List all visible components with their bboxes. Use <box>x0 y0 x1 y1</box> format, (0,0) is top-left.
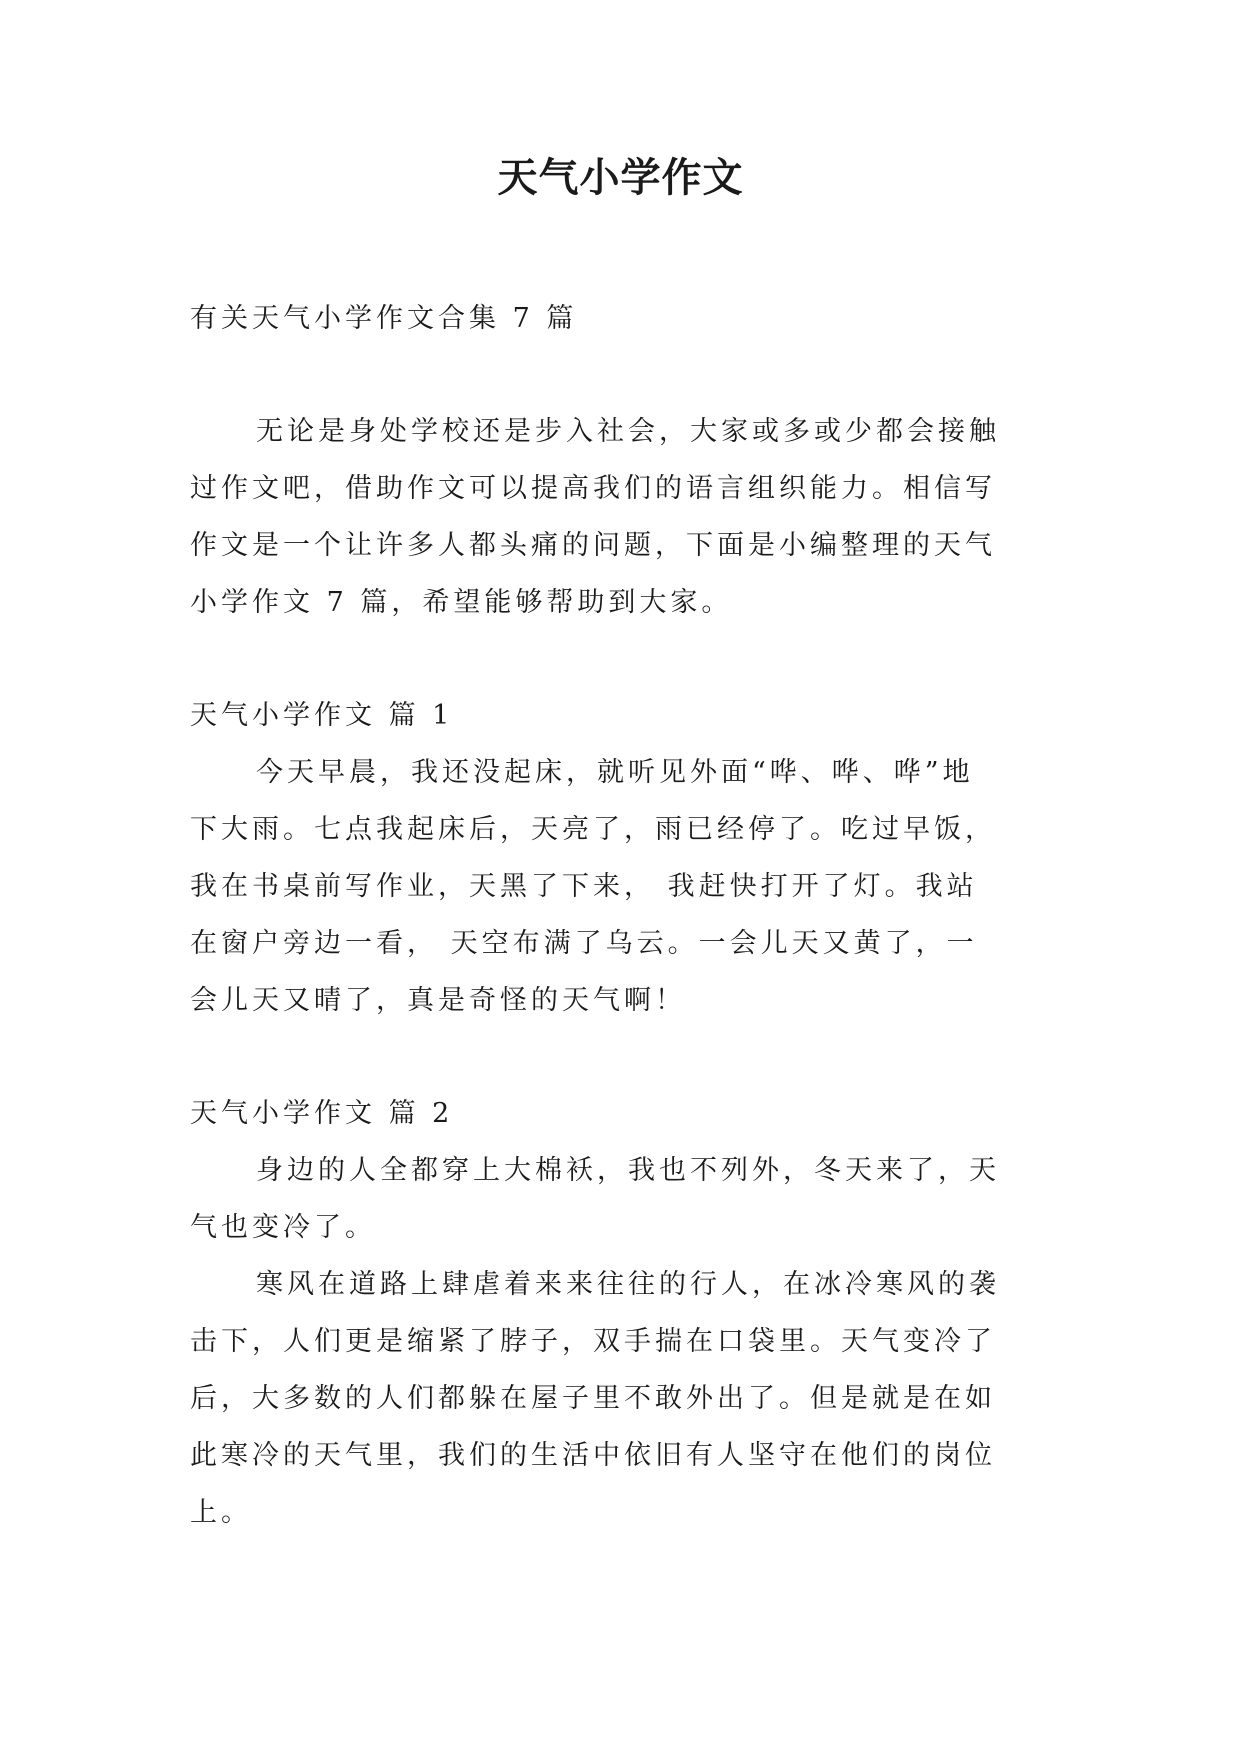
section-1 <box>190 687 1050 1029</box>
document-subtitle: 有关天气小学作文合集 7 篇 <box>190 303 578 334</box>
document-title: 天气小学作文 <box>497 155 744 201</box>
section-paragraph <box>190 1256 1050 1541</box>
paragraph-line: 作文是一个让许多人都头痛的问题，下面是小编整理的天气 <box>190 530 996 561</box>
paragraph-line: 无论是身处学校还是步入社会，大家或多或少都会接触 <box>256 416 1000 447</box>
paragraph-line: 上。 <box>190 1497 252 1528</box>
paragraph-line: 过作文吧，借助作文可以提高我们的语言组织能力。相信写 <box>190 473 996 504</box>
intro-paragraph <box>190 403 1050 631</box>
section-heading: 天气小学作文 篇 2 <box>190 1098 454 1129</box>
paragraph-line: 寒风在道路上肆虐着来来往往的行人，在冰冷寒风的袭 <box>256 1269 1000 1300</box>
paragraph-line: 今天早晨，我还没起床，就听见外面“哗、哗、哗”地 <box>256 757 974 788</box>
section-2 <box>190 1085 1050 1541</box>
paragraph-line: 气也变冷了。 <box>190 1212 376 1243</box>
paragraph-line: 此寒冷的天气里，我们的生活中依旧有人坚守在他们的岗位 <box>190 1440 996 1471</box>
paragraph-line: 身边的人全都穿上大棉袄，我也不列外，冬天来了，天 <box>256 1155 1000 1186</box>
paragraph-line: 后，大多数的人们都躲在屋子里不敢外出了。但是就是在如 <box>190 1383 996 1414</box>
paragraph-line: 下大雨。七点我起床后，天亮了，雨已经停了。吃过早饭， <box>190 814 996 845</box>
section-paragraph <box>190 1142 1050 1256</box>
paragraph-line: 小学作文 7 篇，希望能够帮助到大家。 <box>190 587 733 618</box>
document-body <box>190 290 1050 1541</box>
paragraph-line: 击下，人们更是缩紧了脖子，双手揣在口袋里。天气变冷了 <box>190 1326 996 1357</box>
paragraph-line: 我在书桌前写作业，天黑了下来， 我赶快打开了灯。我站 <box>190 871 978 902</box>
section-paragraph <box>190 744 1050 1029</box>
paragraph-line: 会儿天又晴了，真是奇怪的天气啊！ <box>190 985 686 1016</box>
section-heading: 天气小学作文 篇 1 <box>190 700 454 731</box>
paragraph-line: 在窗户旁边一看， 天空布满了乌云。一会儿天又黄了，一 <box>190 928 978 959</box>
